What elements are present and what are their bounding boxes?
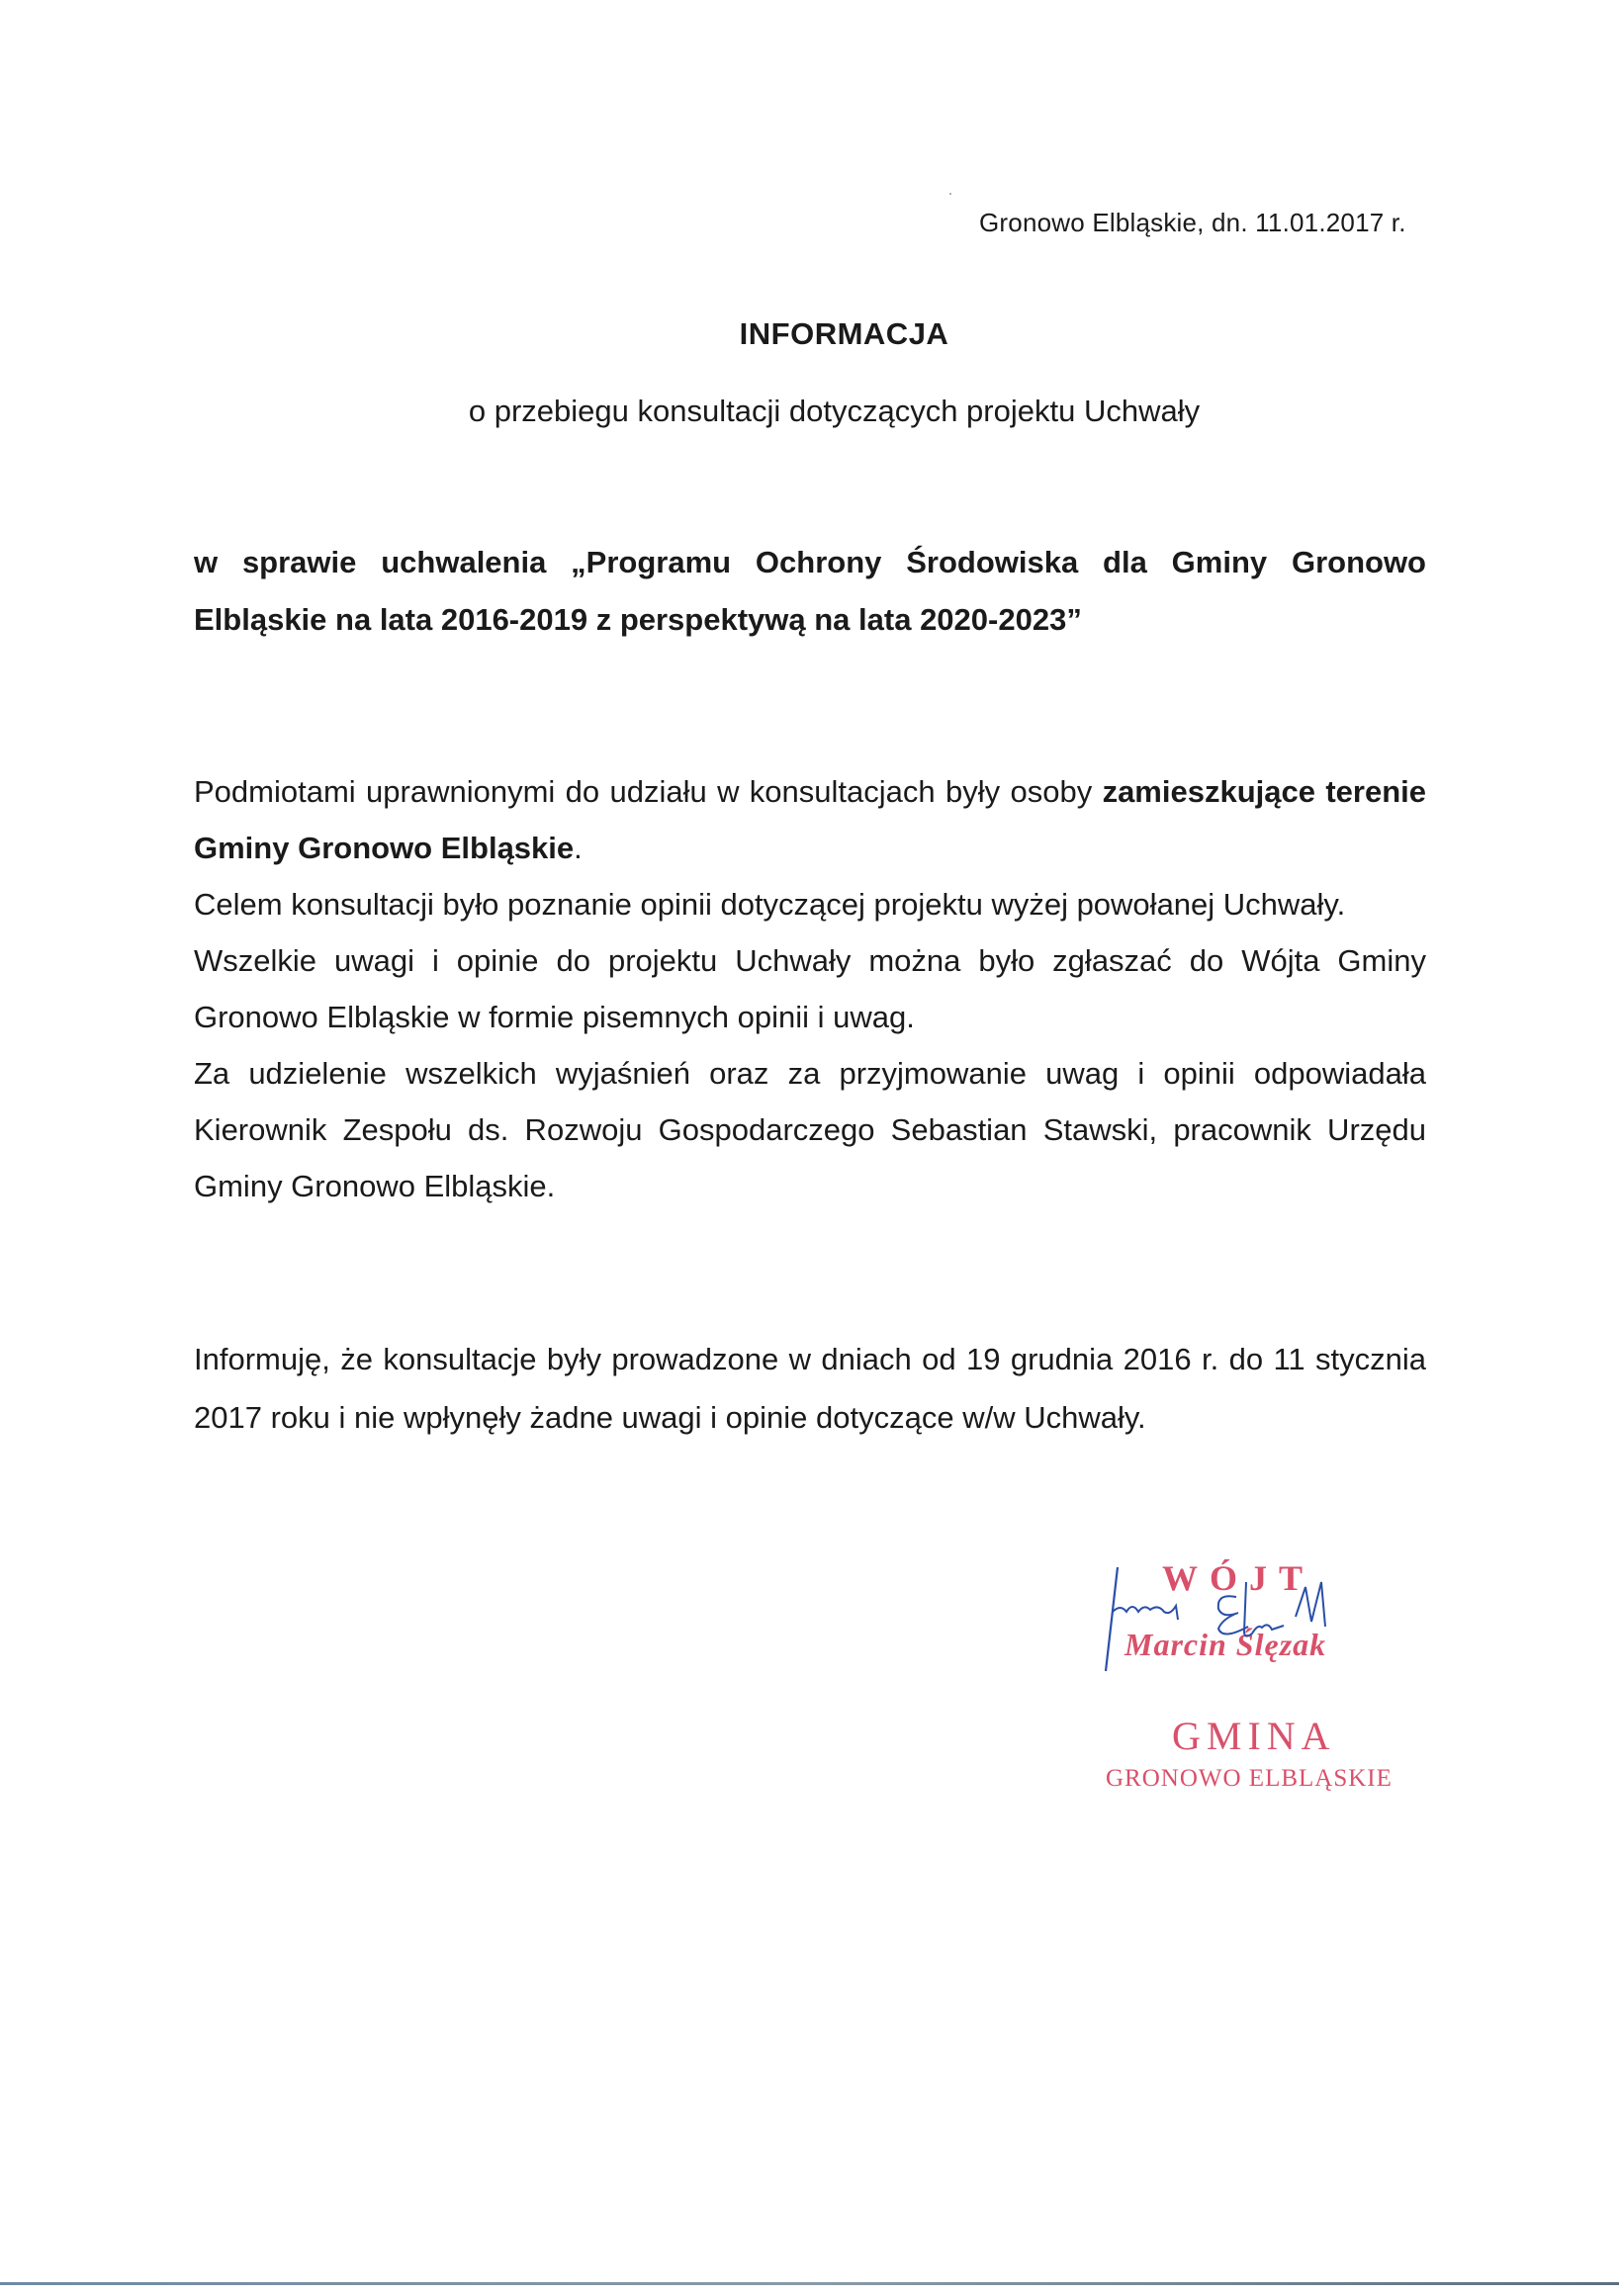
- stamp-name: Marcin Ślęzak: [1124, 1627, 1327, 1662]
- signature-stroke: [1106, 1567, 1118, 1671]
- paragraph-submission: Wszelkie uwagi i opinie do projektu Uchwały można było zgłaszać do Wójta Gminy Gronowo Elbląskie w formie pisemnych opinii i uwag.: [194, 943, 1426, 1034]
- paragraph-consultation-info: Informuję, że konsultacje były prowadzone w dniach od 19 grudnia 2016 r. do 11 stycznia 2017 roku i nie wpłynęły żadne uwagi i opinie dotyczące w/w Uchwały.: [194, 1342, 1426, 1435]
- paragraph-text: Podmiotami uprawnionymi do udziału w konsultacjach były osoby: [194, 774, 1103, 809]
- paragraph-eligible-parties: [194, 763, 1426, 876]
- stamp-place: GRONOWO ELBLĄSKIE: [1106, 1765, 1393, 1792]
- paragraph-responsible: Za udzielenie wszelkich wyjaśnień oraz za przyjmowanie uwag i opinii odpowiadała Kierownik Zespołu ds. Rozwoju Gospodarczego Sebastian Stawski, pracownik Urzędu Gminy Gronowo Elbląskie.: [194, 1056, 1426, 1203]
- scan-speck: [949, 193, 951, 195]
- stamp-institution: GMINA: [1172, 1714, 1336, 1758]
- document-title: INFORMACJA: [739, 316, 949, 351]
- document-subtitle: o przebiegu konsultacji dotyczących projektu Uchwały: [468, 394, 1201, 428]
- paragraph-emphasis: zamieszkujące terenie Gminy Gronowo Elbląskie: [194, 774, 1426, 865]
- signature-stroke: [1296, 1582, 1325, 1627]
- paragraph-text: .: [574, 831, 583, 865]
- paragraph-purpose: Celem konsultacji było poznanie opinii dotyczącej projektu wyżej powołanej Uchwały.: [194, 887, 1346, 922]
- scan-bottom-edge: [0, 2282, 1619, 2285]
- signature-stroke: [1218, 1582, 1284, 1636]
- resolution-subject: w sprawie uchwalenia „Programu Ochrony Środowiska dla Gminy Gronowo Elbląskie na lata 2016-2019 z perspektywą na lata 2020-2023”: [194, 545, 1426, 637]
- document-body: [194, 763, 1426, 1214]
- signature-stroke: [1113, 1606, 1178, 1620]
- place-and-date: Gronowo Elbląskie, dn. 11.01.2017 r.: [979, 208, 1406, 237]
- stamp-role: WÓJT: [1162, 1558, 1315, 1598]
- handwritten-signature: [1098, 1562, 1394, 1686]
